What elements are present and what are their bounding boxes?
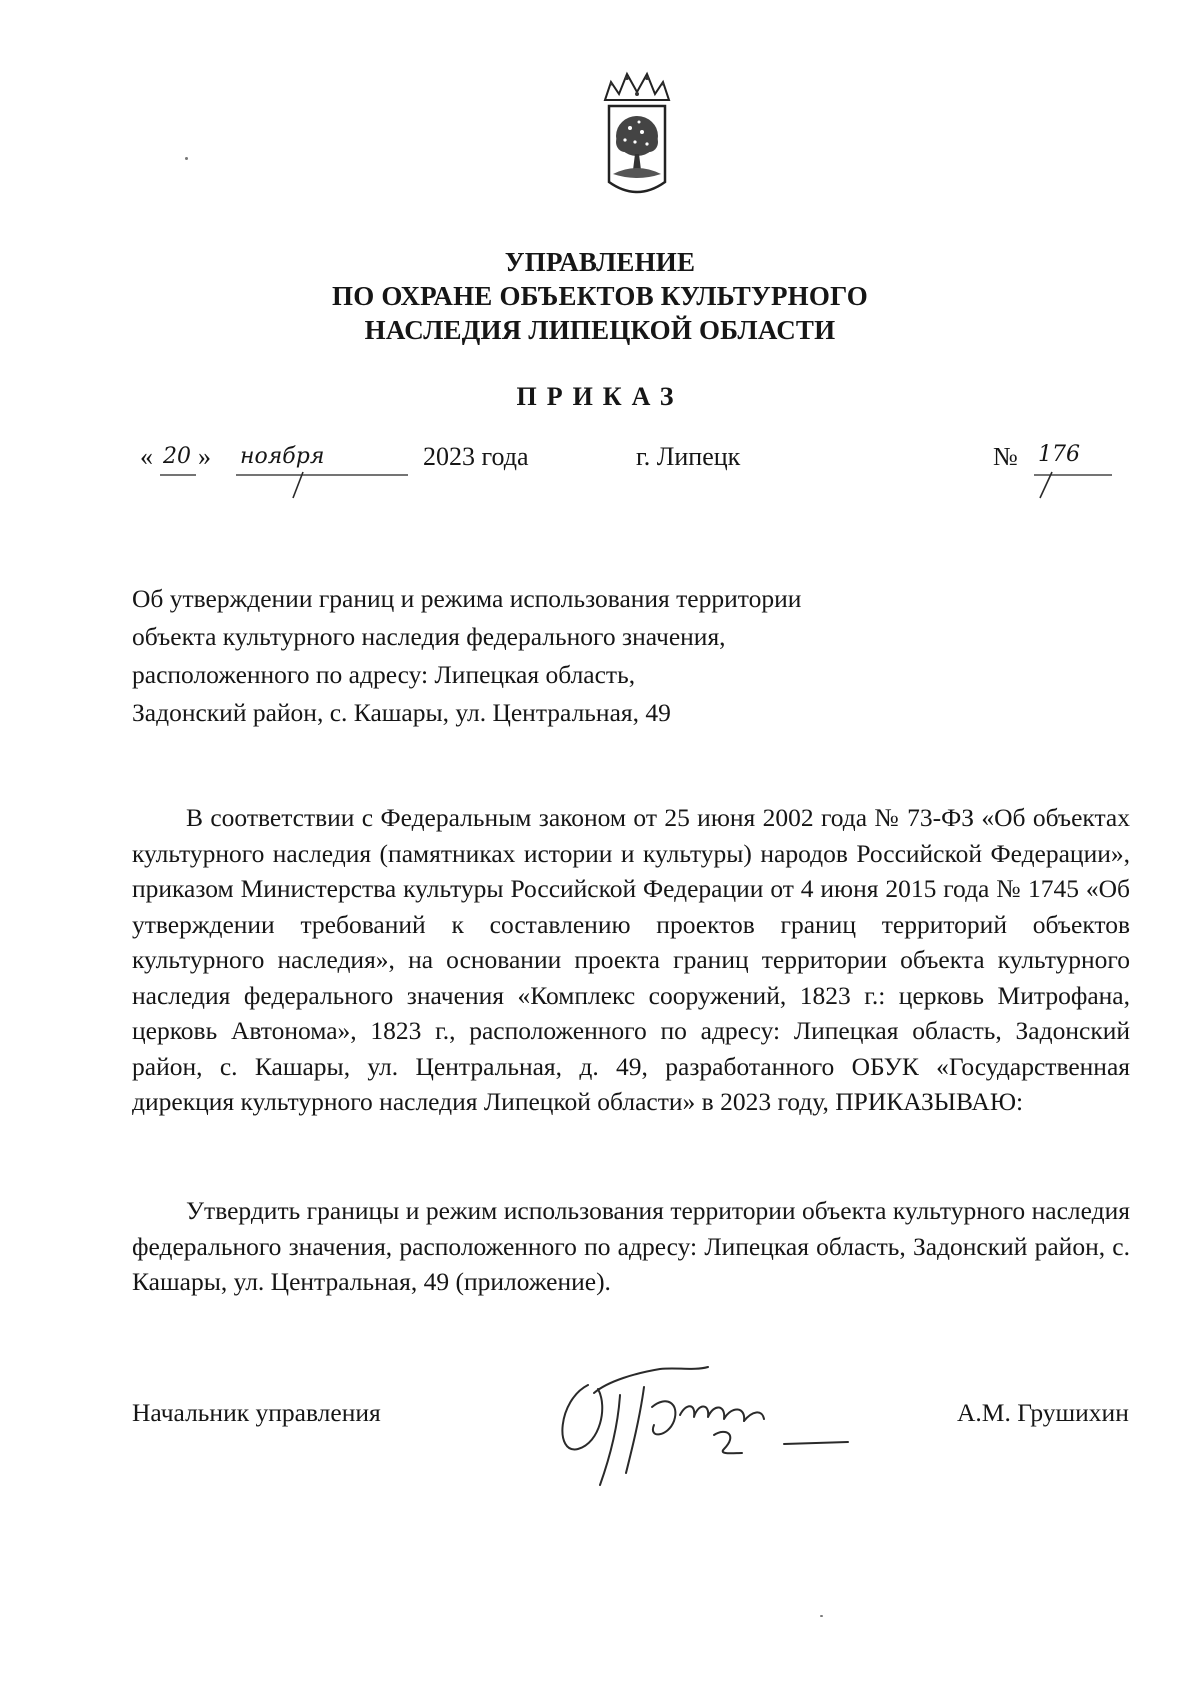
- handwritten-signature: [548, 1345, 878, 1490]
- coat-of-arms-icon: [597, 70, 677, 210]
- subject-line-3: расположенного по адресу: Липецкая область,: [132, 660, 636, 689]
- scan-speck: [820, 1615, 823, 1617]
- city: г. Липецк: [636, 442, 741, 471]
- body-paragraph-1: В соответствии с Федеральным законом от 25 июня 2002 года № 73-ФЗ «Об объектах культурного наследия (памятниках истории и культуры) народов Российской Федерации», приказом Министерства культуры Российской Федерации от 4 июня 2015 года № 1745 «Об утверждении требований к составлению проектов границ территорий объектов культурного наследия», на основании проекта границ территории объекта культурного наследия федерального значения «Комплекс сооружений, 1823 г.: церковь Митрофана, церковь Автонома», 1823 г., расположенного по адресу: Липецкая область, Задонский район, с. Кашары, ул. Центральная, д. 49, разработанного ОБУК «Государственная дирекция культурного наследия Липецкой области» в 2023 году, ПРИКАЗЫВАЮ:: [132, 803, 1130, 1116]
- signatory-name: А.М. Грушихин: [957, 1398, 1129, 1427]
- org-name-line-1: УПРАВЛЕНИЕ: [504, 247, 696, 277]
- date-year: 2023 года: [423, 442, 529, 471]
- subject-line-4: Задонский район, с. Кашары, ул. Центральная, 49: [132, 698, 671, 727]
- signatory-position: Начальник управления: [132, 1398, 381, 1427]
- org-name-line-3: НАСЛЕДИЯ ЛИПЕЦКОЙ ОБЛАСТИ: [364, 315, 836, 345]
- quote-open: «: [140, 442, 153, 471]
- subject-line-1: Об утверждении границ и режима использования территории: [132, 584, 802, 613]
- date-place-number-line: [0, 442, 1200, 482]
- org-name-line-2: ПО ОХРАНЕ ОБЪЕКТОВ КУЛЬТУРНОГО: [332, 281, 868, 311]
- fill-in-lines: [0, 442, 1200, 502]
- subject-line-2: объекта культурного наследия федерального значения,: [132, 622, 726, 651]
- date-day-handwritten: 20: [163, 444, 191, 469]
- number-label: №: [993, 442, 1018, 471]
- document-type-heading: ПРИКАЗ: [516, 382, 684, 411]
- body-paragraph-2: Утвердить границы и режим использования территории объекта культурного наследия федерального значения, расположенного по адресу: Липецкая область, Задонский район, с. Кашары, ул. Центральная, 49 (приложение).: [132, 1196, 1130, 1296]
- order-number-handwritten: 176: [1038, 442, 1080, 467]
- order-subject: [132, 580, 1032, 732]
- quote-close: »: [198, 442, 211, 471]
- scan-speck: [185, 157, 188, 160]
- date-month-handwritten: ноября: [240, 444, 325, 469]
